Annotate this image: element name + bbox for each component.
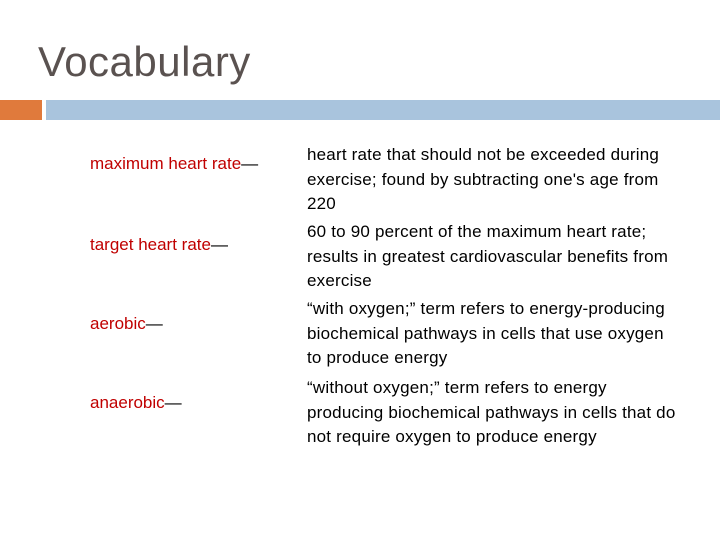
- term-dash: —: [241, 154, 259, 173]
- term-dash: —: [164, 393, 182, 412]
- term-target-heart-rate: [90, 235, 228, 255]
- term-dash: —: [145, 314, 163, 333]
- term-label: target heart rate: [90, 235, 211, 254]
- title-underline-bar: [46, 100, 720, 120]
- term-label: anaerobic: [90, 393, 165, 412]
- definition-aerobic: “with oxygen;” term refers to energy-producing biochemical pathways in cells that use oxygen to produce energy: [307, 299, 665, 367]
- definition-anaerobic: “without oxygen;” term refers to energy producing biochemical pathways in cells that do not require oxygen to produce energy: [307, 378, 676, 446]
- definition-maximum-heart-rate: heart rate that should not be exceeded during exercise; found by subtracting one's age from 220: [307, 145, 660, 213]
- term-dash: —: [210, 235, 228, 254]
- term-anaerobic: [90, 393, 182, 413]
- term-label: maximum heart rate: [90, 154, 242, 173]
- term-aerobic: [90, 314, 163, 334]
- term-label: aerobic: [90, 314, 146, 333]
- title-accent-bar: [0, 100, 42, 120]
- slide-title: Vocabulary: [38, 38, 251, 85]
- term-maximum-heart-rate: [90, 154, 258, 174]
- definition-target-heart-rate: 60 to 90 percent of the maximum heart rate; results in greatest cardiovascular benefits from exercise: [307, 222, 669, 290]
